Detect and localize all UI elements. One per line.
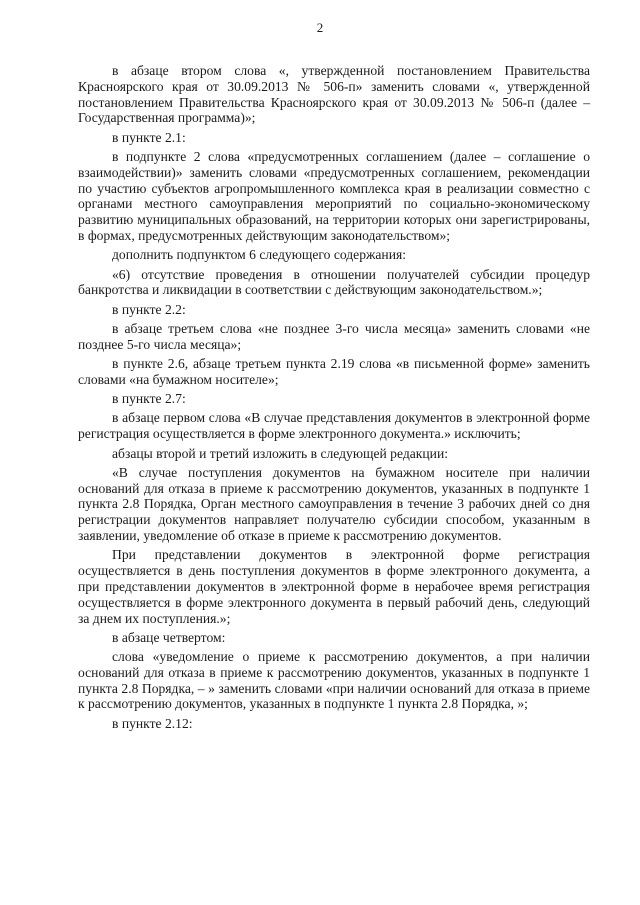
paragraph: в пункте 2.12: xyxy=(112,715,193,731)
paragraph: в пункте 2.2: xyxy=(112,301,186,317)
paragraph: в пункте 2.7: xyxy=(112,391,186,407)
document-body xyxy=(78,63,590,735)
paragraph: в пункте 2.6, абзаце третьем пункта 2.19 слова «в письменной форме» заменить словами «на бумажном носителе»; xyxy=(78,356,590,387)
paragraph: в абзаце четвертом: xyxy=(112,629,226,645)
paragraph: в абзаце первом слова «В случае представления документов в электронной форме регистрация осуществляется в форме электронного документа.» исключить; xyxy=(78,410,590,442)
paragraph: При представлении документов в электронной форме регистрация осуществляется в день поступления документов в форме электронного документа, а при представлении документов в электронной форме в нерабочее время регистрация осуществляется в форме электронного документа в первый рабочий день, следующий за днем их поступления.»; xyxy=(78,547,590,626)
paragraph: в пункте 2.1: xyxy=(112,129,186,145)
paragraph: в абзаце третьем слова «не позднее 3-го числа месяца» заменить словами «не позднее 5-го числа месяца»; xyxy=(78,320,590,352)
paragraph: абзацы второй и третий изложить в следующей редакции: xyxy=(112,445,448,461)
page-number: 2 xyxy=(316,20,324,35)
paragraph: слова «уведомление о приеме к рассмотрению документов, а при наличии оснований для отказа в приеме к рассмотрению документов, указанных в подпункте 1 пункта 2.8 Порядка, – » заменить словами «при наличии оснований для отказа в приеме к рассмотрению документов, указанных в подпункте 1 пункта 2.8 Порядка, »; xyxy=(78,649,590,712)
paragraph: в абзаце втором слова «, утвержденной постановлением Правительства Красноярского края от 30.09.2013 № 506-п» заменить словами «, утвержденной постановлением Правительства Красноярского края от 30.09.2013 № 506-п (далее – Государственная программа)»; xyxy=(78,63,590,126)
paragraph: дополнить подпунктом 6 следующего содержания: xyxy=(112,247,407,263)
paragraph: «В случае поступления документов на бумажном носителе при наличии оснований для отказа в приеме к рассмотрению документов, указанных в подпункте 1 пункта 2.8 Порядка, Орган местного самоуправления в течение 3 рабочих дней со дня регистрации документов направляет получателю субсидии способом, указанным в заявлении, уведомление об отказе в приеме к рассмотрению документов. xyxy=(78,464,590,544)
paragraph: в подпункте 2 слова «предусмотренных соглашением (далее – соглашение о взаимодействии)» заменить словами «предусмотренных соглашением, рекомендации по участию субъектов агропромышленного комплекса края в реализации совместно с органами местного самоуправления мероприятий по социально-экономическому развитию муниципальных образований, на территории которых они зарегистрированы, в формах, предусмотренных действующим законодательством»; xyxy=(78,148,590,243)
paragraph: «6) отсутствие проведения в отношении получателей субсидии процедур банкротства и ликвидации в соответствии с действующим законодательством.»; xyxy=(78,266,590,298)
